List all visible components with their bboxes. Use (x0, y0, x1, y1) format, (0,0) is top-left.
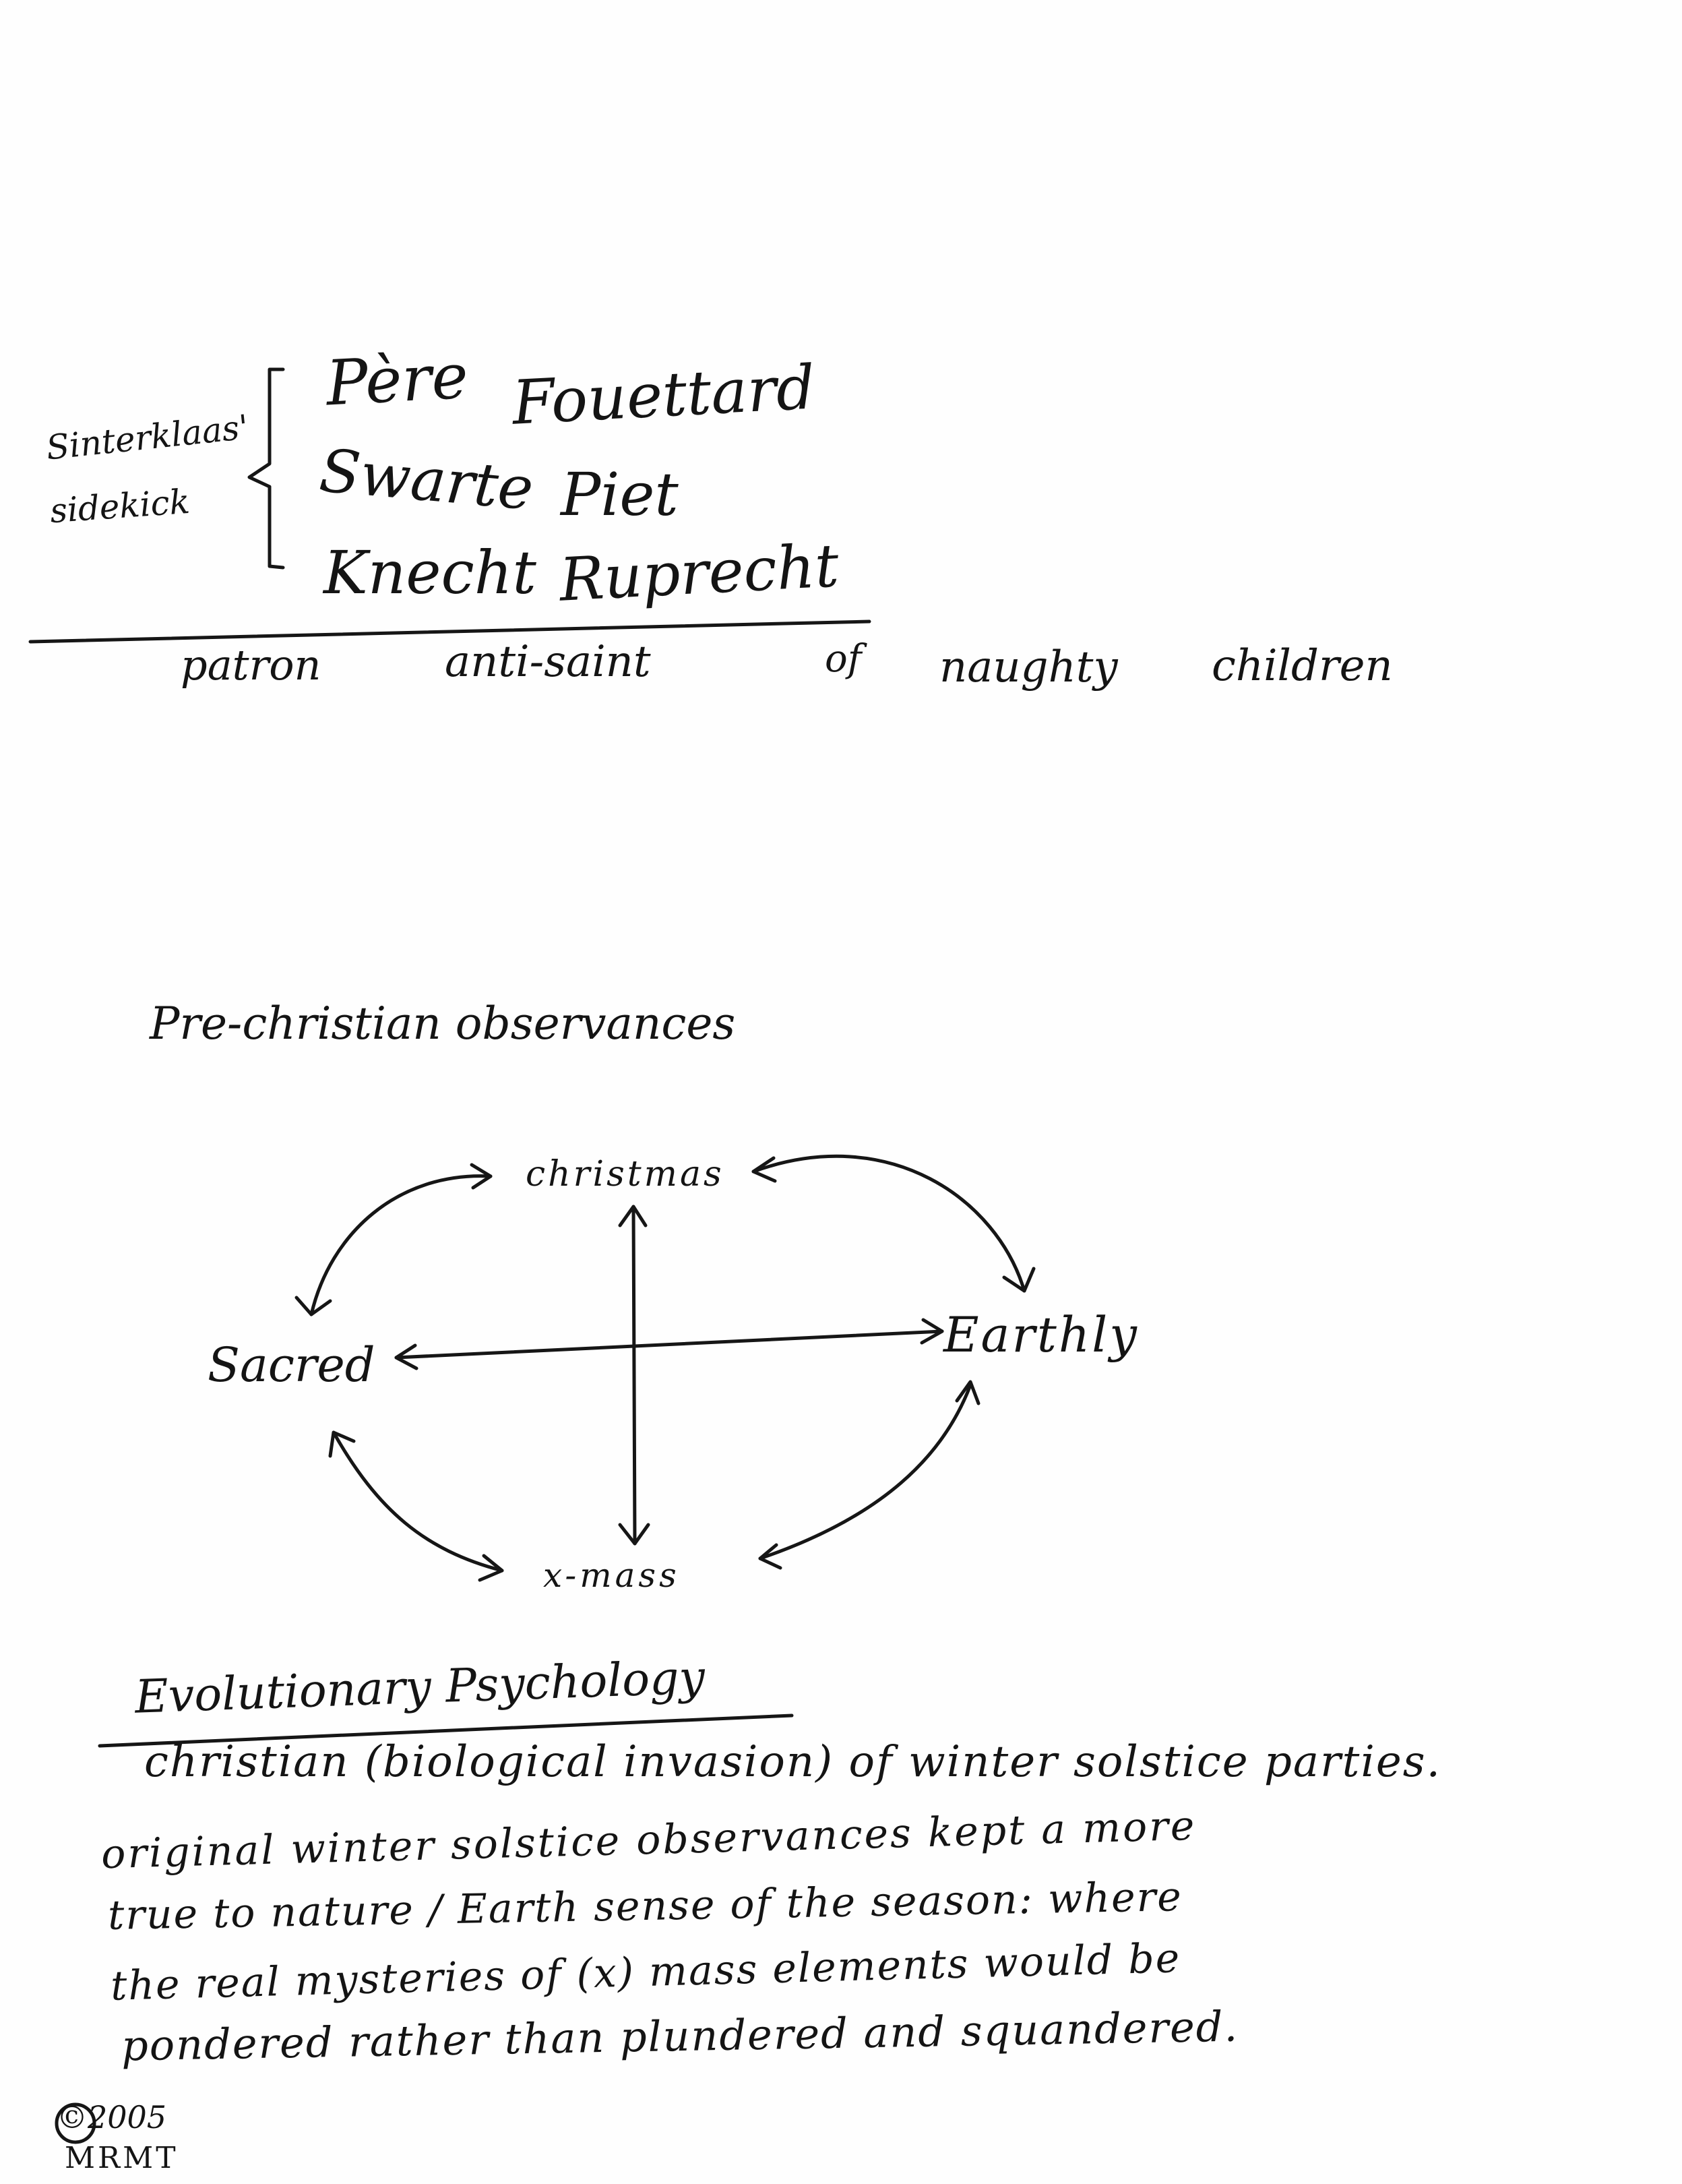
node-sacred: Sacred (208, 1337, 375, 1393)
sidekick-label-line2: sidekick (49, 481, 191, 531)
arc-christmas-earthly (753, 1156, 1024, 1291)
name-last-fouettard: Fouettard (510, 352, 817, 439)
name-first-knecht: Knecht (323, 538, 536, 607)
observances-heading: Pre-christian observances (150, 998, 736, 1050)
sidekick-brace (249, 369, 283, 568)
caption-word-naughty: naughty (939, 642, 1118, 692)
caption-word-of: of (825, 637, 862, 681)
evolutionary-heading: Evolutionary Psychology (133, 1651, 706, 1724)
copyright-year: ©2005 (57, 2099, 167, 2135)
evolutionary-line-1: christian (biological invasion) of winter solstice parties. (144, 1737, 1441, 1787)
evolutionary-line-2: original winter solstice observances kept a more (100, 1802, 1197, 1879)
caption-word-anti-saint: anti-saint (445, 637, 651, 687)
copyright-initials: MRMT (65, 2141, 179, 2175)
name-last-piet: Piet (561, 460, 679, 529)
axis-vertical (633, 1207, 635, 1544)
axis-horizontal (396, 1331, 942, 1358)
sidekick-label-line1: Sinterklaas' (44, 407, 251, 468)
node-earthly: Earthly (943, 1306, 1139, 1363)
name-last-ruprecht: Ruprecht (557, 530, 841, 615)
name-first-swarte: Swarte (317, 435, 536, 524)
caption-word-patron: patron (181, 640, 321, 690)
node-x-mass: x-mass (543, 1556, 680, 1595)
evolutionary-line-3: true to nature / Earth sense of the season: where (107, 1873, 1183, 1939)
arc-xmass-earthly (760, 1385, 970, 1558)
name-first-pere: Père (324, 340, 470, 420)
arc-sacred-xmass (334, 1432, 502, 1571)
node-christmas: christmas (526, 1154, 724, 1194)
arc-christmas-sacred (311, 1176, 491, 1314)
evolutionary-line-4: the real mysteries of (x) mass elements would be (110, 1935, 1182, 2010)
evolutionary-line-5: pondered rather than plundered and squandered. (121, 2001, 1239, 2071)
caption-word-children: children (1212, 641, 1393, 691)
